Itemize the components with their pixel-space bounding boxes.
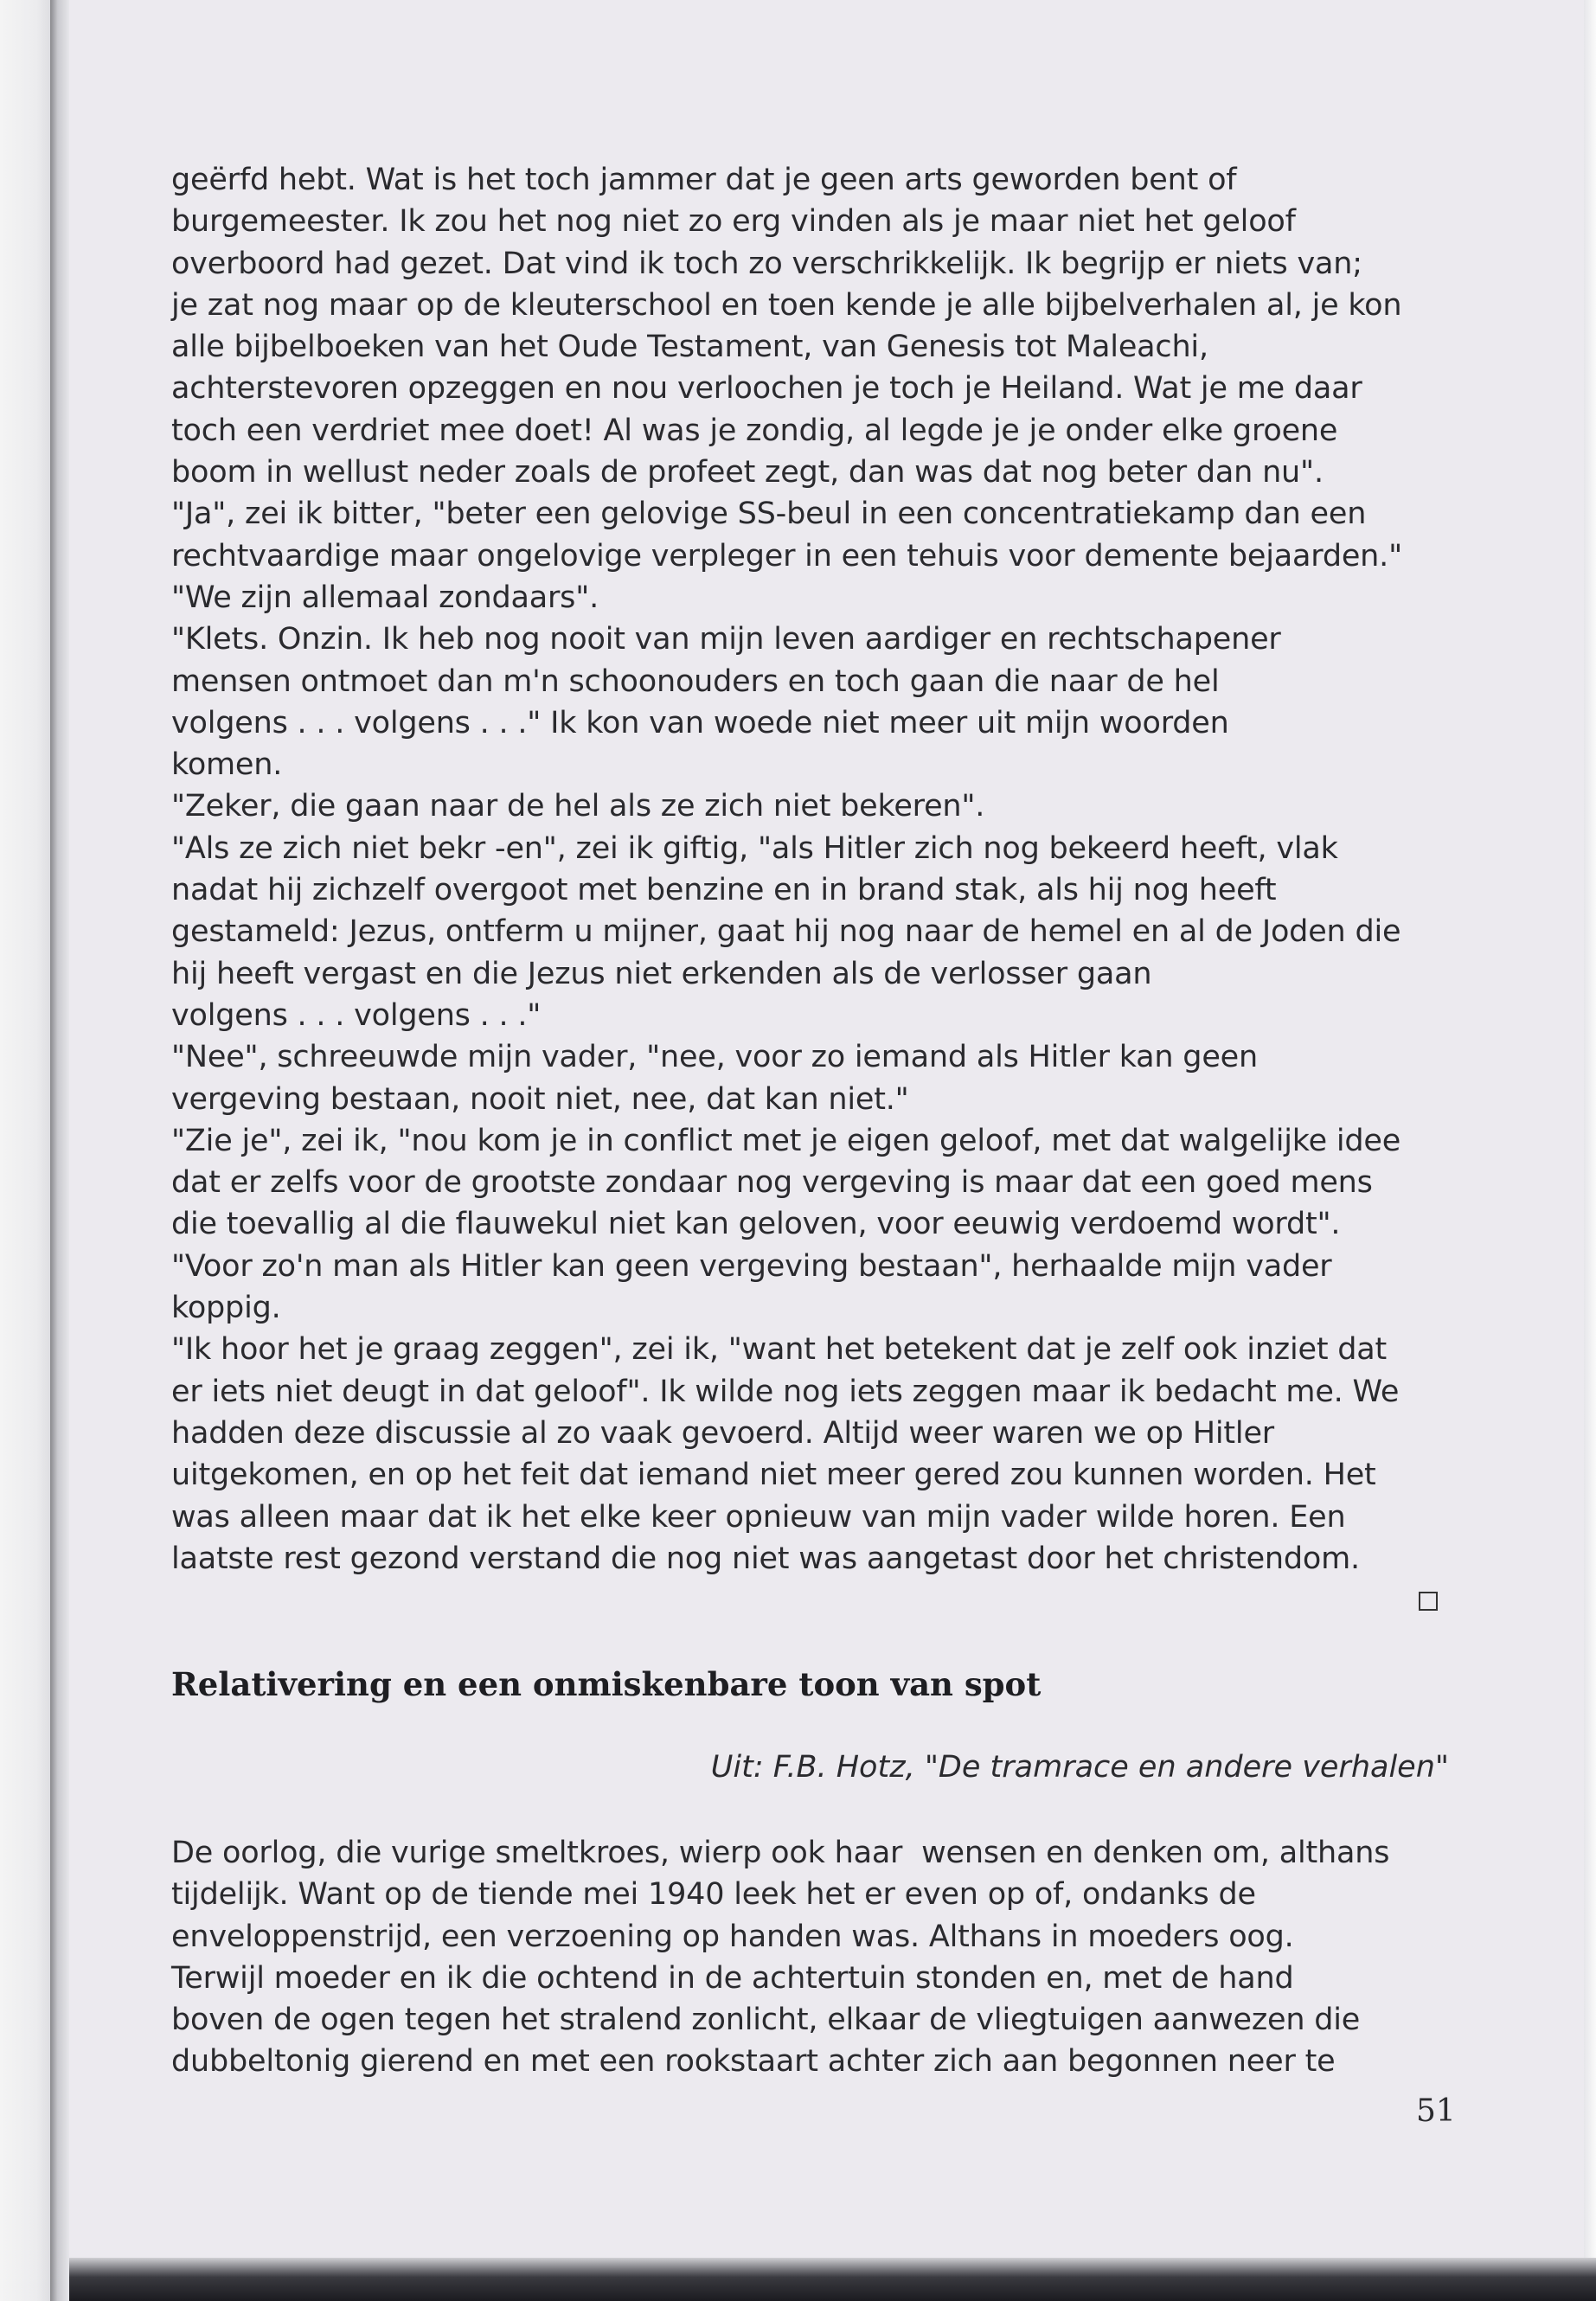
text-line: volgens . . . volgens . . ." bbox=[171, 997, 542, 1033]
text-line: "Voor zo'n man als Hitler kan geen vergeving bestaan", herhaalde mijn vader bbox=[171, 1248, 1332, 1284]
text-line: was alleen maar dat ik het elke keer opnieuw van mijn vader wilde horen. Een bbox=[171, 1499, 1346, 1535]
book-binding-shadow bbox=[50, 0, 69, 2301]
text-line: tijdelijk. Want op de tiende mei 1940 leek het er even op of, ondanks de bbox=[171, 1877, 1256, 1913]
text-line: Terwijl moeder en ik die ochtend in de achtertuin stonden en, met de hand bbox=[171, 1960, 1294, 1996]
second-paragraph bbox=[171, 1832, 1465, 2083]
text-line: laatste rest gezond verstand die nog niet was aangetast door het christendom. bbox=[171, 1541, 1360, 1576]
text-line: je zat nog maar op de kleuterschool en toen kende je alle bijbelverhalen al, je kon bbox=[171, 287, 1402, 323]
text-line: alle bijbelboeken van het Oude Testament, van Genesis tot Maleachi, bbox=[171, 330, 1208, 365]
text-line: koppig. bbox=[171, 1291, 281, 1326]
text-line: boven de ogen tegen het stralend zonlicht, elkaar de vliegtuigen aanwezen die bbox=[171, 2003, 1361, 2038]
text-line: nadat hij zichzelf overgoot met benzine en in brand stak, als hij nog heeft bbox=[171, 873, 1277, 908]
text-line: rechtvaardige maar ongelovige verpleger in een tehuis voor demente bejaarden." bbox=[171, 538, 1402, 574]
text-line: achterstevoren opzeggen en nou verloochen je toch je Heiland. Wat je me daar bbox=[171, 371, 1362, 407]
section-heading: Relativering en een onmiskenbare toon van spot bbox=[171, 1665, 1042, 1703]
scan-bottom-edge bbox=[69, 2258, 1596, 2301]
text-line: "Zeker, die gaan naar de hel als ze zich niet bekeren". bbox=[171, 789, 985, 824]
text-line: "We zijn allemaal zondaars". bbox=[171, 580, 599, 615]
text-line: dubbeltonig gierend en met een rookstaart achter zich aan begonnen neer te bbox=[171, 2044, 1336, 2080]
text-line: vergeving bestaan, nooit niet, nee, dat kan niet." bbox=[171, 1081, 909, 1117]
text-line: mensen ontmoet dan m'n schoonouders en toch gaan die naar de hel bbox=[171, 663, 1220, 699]
text-line: gestameld: Jezus, ontferm u mijner, gaat hij nog naar de hemel en al de Joden die bbox=[171, 914, 1401, 950]
text-line: hadden deze discussie al zo vaak gevoerd. Altijd weer waren we op Hitler bbox=[171, 1415, 1274, 1451]
text-line: toch een verdriet mee doet! Al was je zondig, al legde je je onder elke groene bbox=[171, 413, 1338, 448]
text-line: "Klets. Onzin. Ik heb nog nooit van mijn leven aardiger en rechtschapener bbox=[171, 622, 1281, 657]
text-line: geërfd hebt. Wat is het toch jammer dat je geen arts geworden bent of bbox=[171, 163, 1237, 197]
text-line: hij heeft vergast en die Jezus niet erkenden als de verlosser gaan bbox=[171, 956, 1152, 991]
text-line: "Ik hoor het je graag zeggen", zei ik, "want het betekent dat je zelf ook inziet dat bbox=[171, 1332, 1388, 1368]
text-line: burgemeester. Ik zou het nog niet zo erg vinden als je maar niet het geloof bbox=[171, 204, 1296, 240]
text-line: komen. bbox=[171, 747, 283, 783]
text-line: uitgekomen, en op het feit dat iemand niet meer gered zou kunnen worden. Het bbox=[171, 1458, 1376, 1493]
left-page-margin bbox=[0, 0, 52, 2301]
end-of-section-square-icon bbox=[1419, 1592, 1438, 1611]
text-line: dat er zelfs voor de grootste zondaar nog vergeving is maar dat een goed mens bbox=[171, 1165, 1373, 1201]
text-line: er iets niet deugt in dat geloof". Ik wilde nog iets zeggen maar ik bedacht me. We bbox=[171, 1374, 1400, 1409]
text-line: overboord had gezet. Dat vind ik toch zo verschrikkelijk. Ik begrijp er niets van; bbox=[171, 246, 1362, 281]
text-line: "Zie je", zei ik, "nou kom je in conflict met je eigen geloof, met dat walgelijke idee bbox=[171, 1123, 1401, 1158]
text-line: "Ja", zei ik bitter, "beter een gelovige SS-beul in een concentratiekamp dan een bbox=[171, 497, 1367, 532]
right-page-edge bbox=[1584, 0, 1596, 2301]
text-line: enveloppenstrijd, een verzoening op handen was. Althans in moeders oog. bbox=[171, 1919, 1294, 1954]
text-line: die toevallig al die flauwekul niet kan geloven, voor eeuwig verdoemd wordt". bbox=[171, 1207, 1341, 1242]
text-line: boom in wellust neder zoals de profeet zegt, dan was dat nog beter dan nu". bbox=[171, 455, 1324, 490]
text-line: "Nee", schreeuwde mijn vader, "nee, voor zo iemand als Hitler kan geen bbox=[171, 1040, 1258, 1075]
page-number: 51 bbox=[1416, 2093, 1456, 2129]
text-line: "Als ze zich niet bekr -en", zei ik giftig, "als Hitler zich nog bekeerd heeft, vlak bbox=[171, 830, 1338, 866]
source-citation: Uit: F.B. Hotz, "De tramrace en andere verhalen" bbox=[710, 1750, 1449, 1785]
text-line: volgens . . . volgens . . ." Ik kon van woede niet meer uit mijn woorden bbox=[171, 705, 1229, 740]
main-paragraph bbox=[171, 159, 1465, 1580]
text-line: De oorlog, die vurige smeltkroes, wierp ook haar wensen en denken om, althans bbox=[171, 1836, 1390, 1870]
